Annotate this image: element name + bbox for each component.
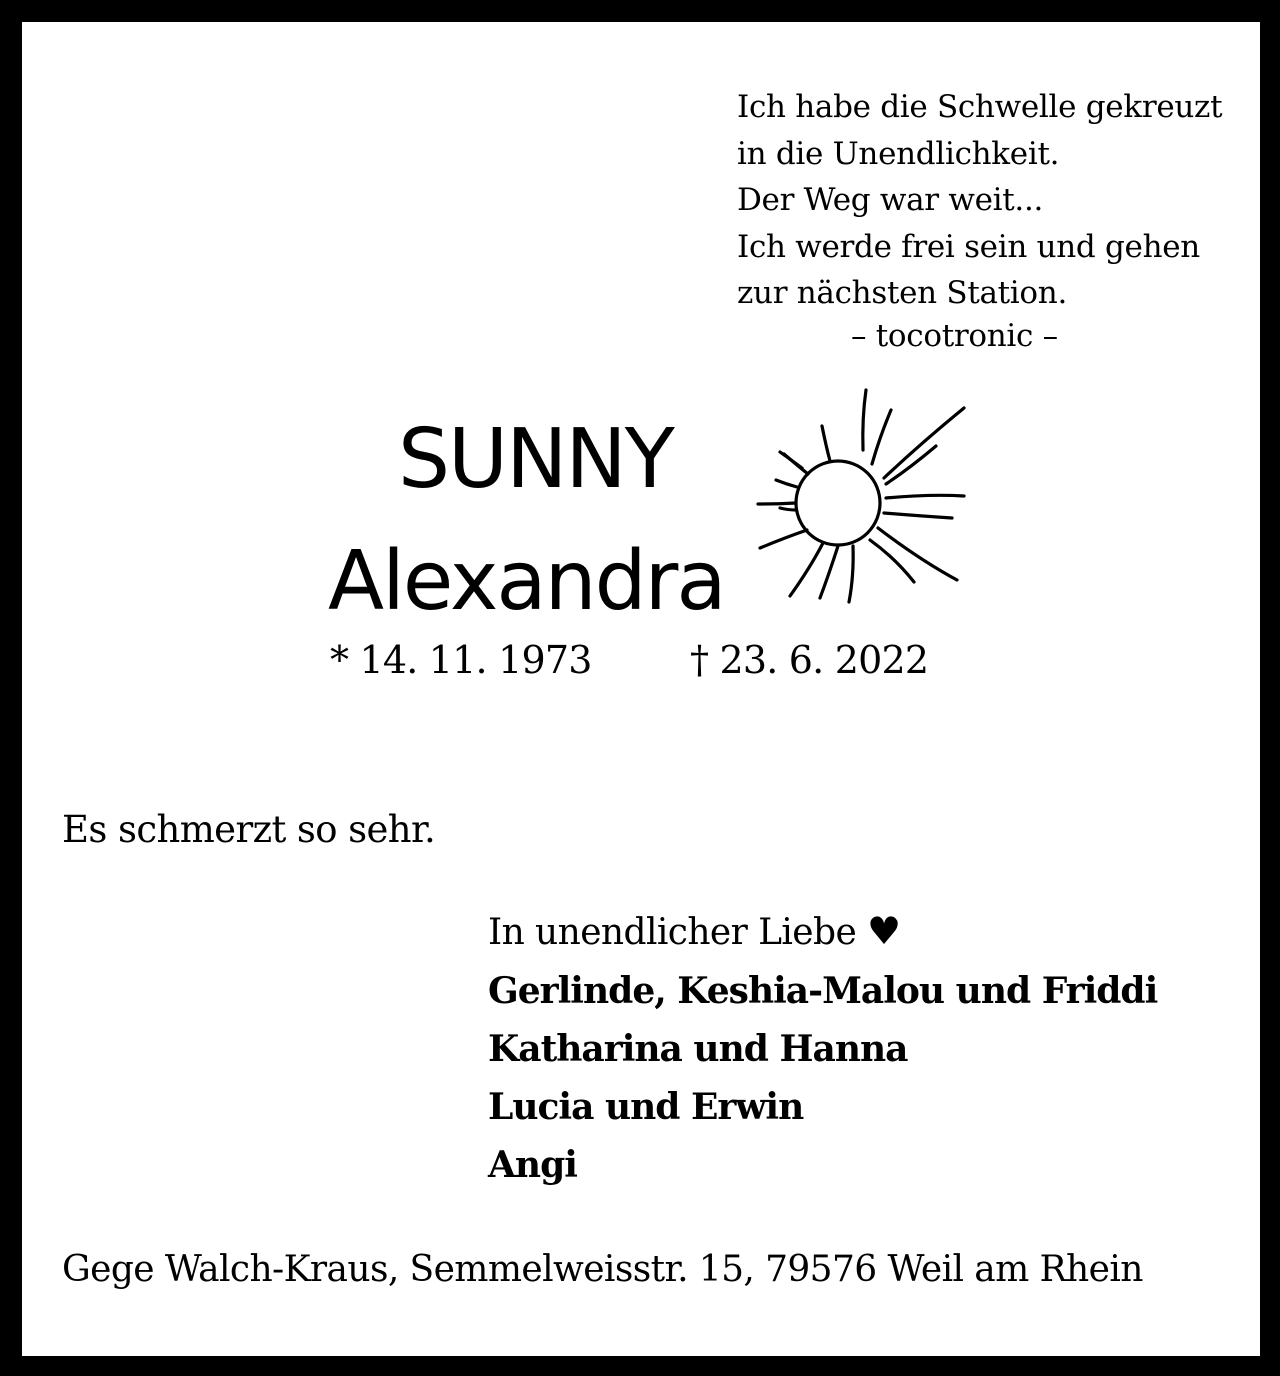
heart-icon: ♥	[867, 909, 901, 953]
sun-icon	[750, 388, 972, 612]
poem-line-4: Ich werde frei sein und gehen	[737, 228, 1200, 265]
obituary-card	[22, 22, 1260, 1356]
poem-author: – tocotronic –	[851, 317, 1058, 354]
grief-message: Es schmerzt so sehr.	[62, 808, 436, 851]
mourners-block	[488, 902, 1248, 1194]
mourners-intro-text: In unendlicher Liebe	[488, 912, 857, 953]
deceased-given-name: Alexandra	[328, 534, 725, 629]
mourner-family-1: Gerlinde, Keshia-Malou und Friddi	[488, 970, 1158, 1012]
deceased-surname: SUNNY	[398, 412, 673, 507]
poem-line-2: in die Unendlichkeit.	[737, 135, 1060, 172]
mourner-family-4: Angi	[488, 1144, 577, 1186]
poem-line-1: Ich habe die Schwelle gekreuzt	[737, 89, 1223, 125]
death-date: † 23. 6. 2022	[690, 638, 929, 682]
birth-date: * 14. 11. 1973	[330, 638, 592, 682]
contact-address: Gege Walch-Kraus, Semmelweisstr. 15, 79576 Weil am Rhein	[62, 1249, 1143, 1290]
mourner-family-2: Katharina und Hanna	[488, 1028, 908, 1070]
poem-line-3: Der Weg war weit...	[737, 182, 1044, 218]
mourners-intro	[488, 902, 1248, 962]
mourner-family-3: Lucia und Erwin	[488, 1086, 804, 1128]
poem-quote	[737, 84, 1257, 359]
poem-line-5: zur nächsten Station.	[737, 275, 1068, 311]
